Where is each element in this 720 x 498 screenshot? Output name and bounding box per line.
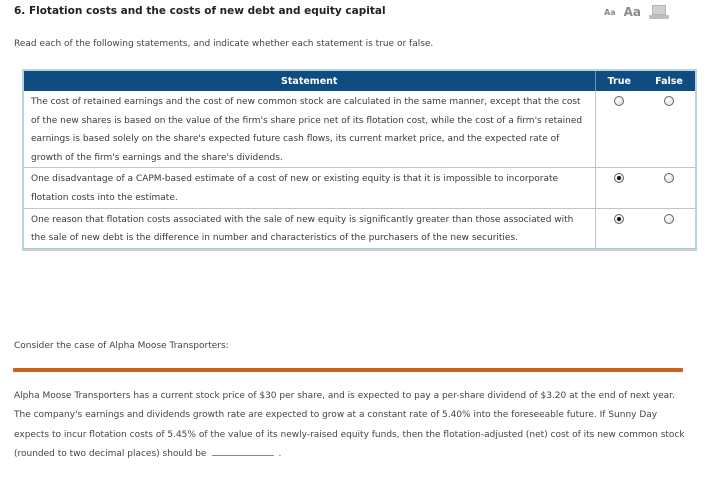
statement-column-header: Statement bbox=[24, 71, 595, 91]
table-row bbox=[24, 168, 695, 208]
section-divider bbox=[13, 368, 683, 372]
consider-text: Consider the case of Alpha Moose Transporters: bbox=[14, 341, 229, 351]
radio-true-row-3[interactable] bbox=[614, 214, 624, 224]
instructions-text: Read each of the following statements, and indicate whether each statement is true or false. bbox=[14, 39, 434, 49]
radio-false-row-3[interactable] bbox=[664, 214, 674, 224]
radio-true-row-2[interactable] bbox=[614, 173, 624, 183]
problem-text: Alpha Moose Transporters has a current stock price of $30 per share, and is expected to pay a per-share dividend of $3.20 at the end of next year. The company's earnings and dividends growth rate are expected to grow at a constant rate of 5.40% into the foreseeable future. If Sunny Day expects to incur flotation costs of 5.45% of the value of its newly-raised equity funds, then the flotation-adjusted (net) cost of its new common stock (rounded to two decimal places) should be bbox=[14, 391, 685, 459]
true-false-table bbox=[22, 69, 697, 251]
table-row bbox=[24, 208, 695, 248]
statement-text: One reason that flotation costs associated with the sale of new equity is significantly greater than those associated with the sale of new debt is the difference in number and characteristics of the purchasers of the new securities. bbox=[24, 208, 595, 248]
radio-false-row-1[interactable] bbox=[664, 96, 674, 106]
table-row bbox=[24, 91, 695, 168]
problem-trailing: . bbox=[278, 448, 282, 459]
true-column-header: True bbox=[595, 71, 643, 91]
print-icon[interactable] bbox=[649, 5, 669, 19]
decrease-font-button[interactable]: Aa bbox=[604, 7, 616, 17]
question-title: 6. Flotation costs and the costs of new debt and equity capital bbox=[14, 5, 386, 17]
statement-text: The cost of retained earnings and the cost of new common stock are calculated in the same manner, except that the cost of the new shares is based on the value of the firm's share price net of its flotation cost, while the cost of a firm's retained earnings is based solely on the share's expected future cash flows, its current market price, and the expected rate of growth of the firm's earnings and the share's dividends. bbox=[24, 91, 595, 168]
statement-text: One disadvantage of a CAPM-based estimate of a cost of new or existing equity is that it is impossible to incorporate flotation costs into the estimate. bbox=[24, 168, 595, 208]
problem-paragraph bbox=[14, 387, 694, 464]
increase-font-button[interactable]: Aa bbox=[623, 5, 641, 19]
false-column-header: False bbox=[643, 71, 695, 91]
toolbar bbox=[604, 4, 669, 20]
answer-blank-input[interactable] bbox=[212, 446, 274, 456]
radio-true-row-1[interactable] bbox=[614, 96, 624, 106]
radio-false-row-2[interactable] bbox=[664, 173, 674, 183]
